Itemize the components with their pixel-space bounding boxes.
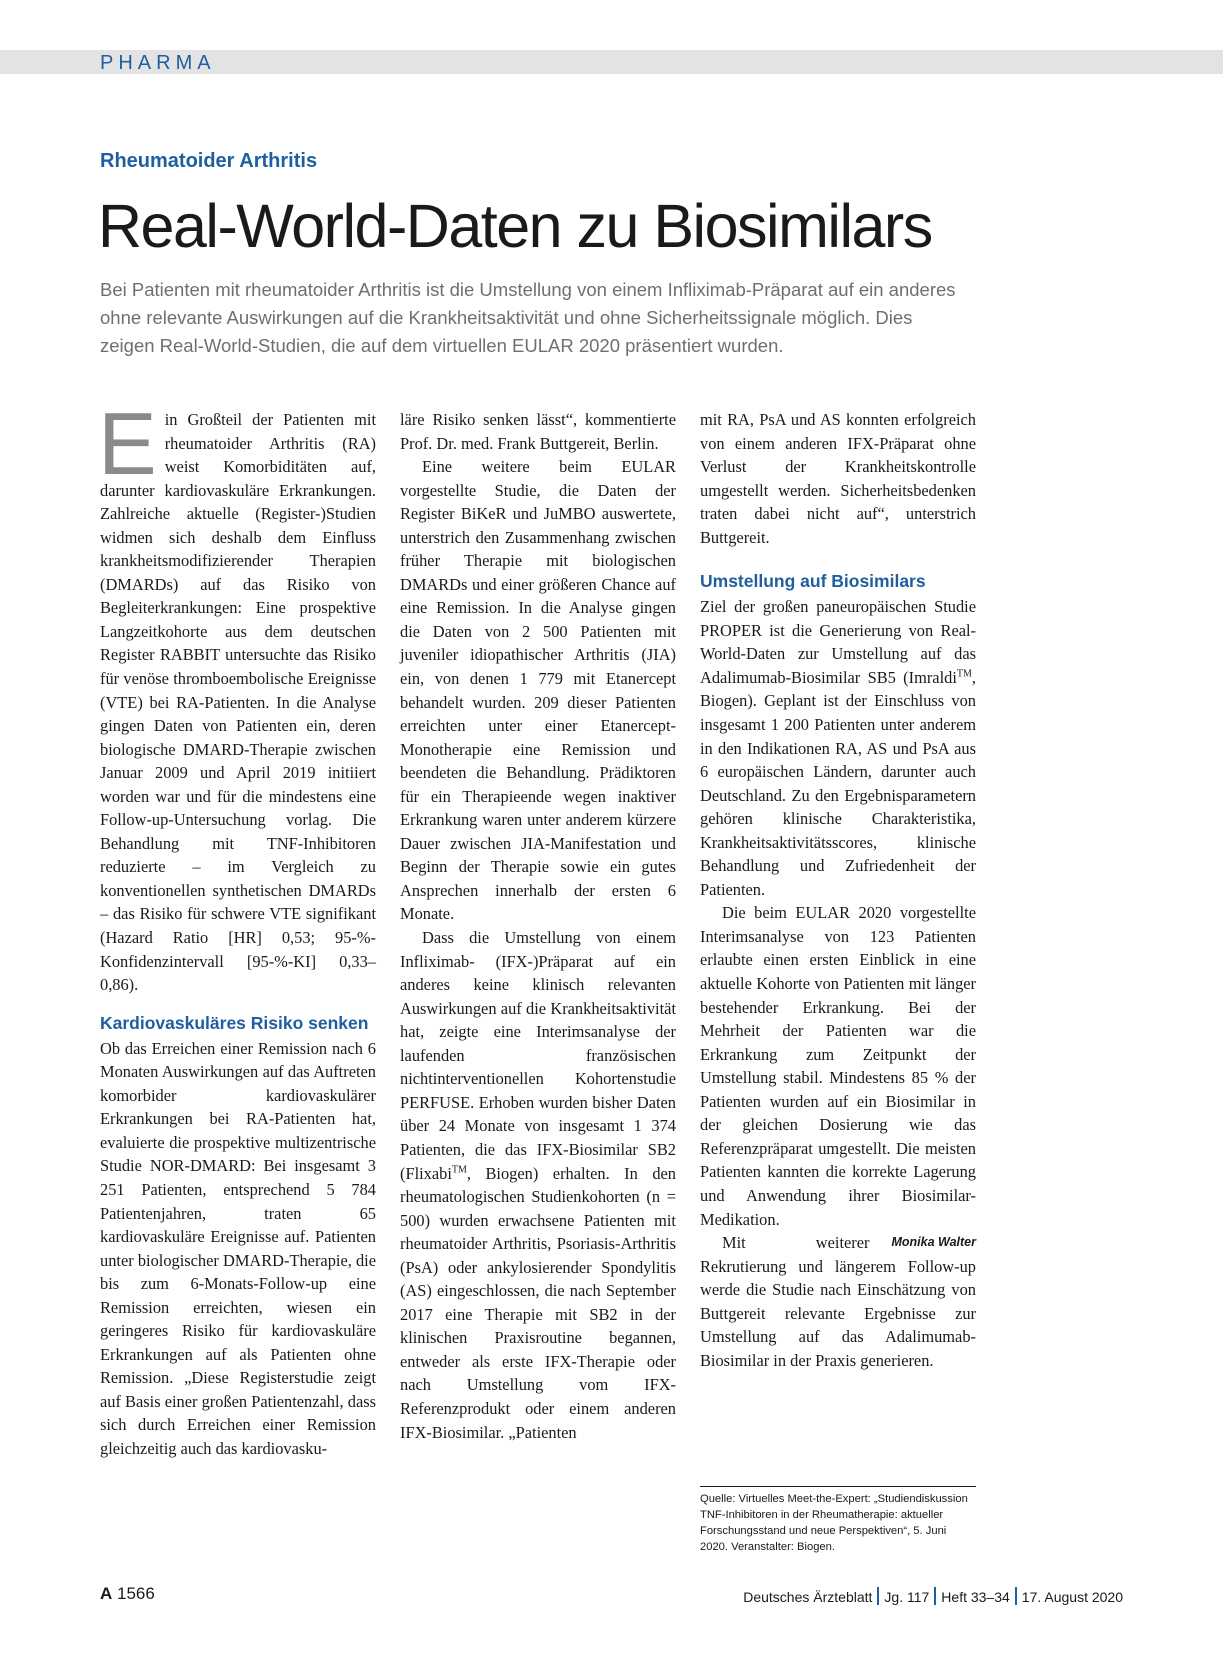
issue-date: 17. August 2020 (1021, 1589, 1123, 1605)
column-3 (700, 408, 976, 1372)
page-prefix: A (100, 1584, 113, 1603)
subheading: Umstellung auf Biosimilars (700, 571, 926, 592)
divider (877, 1587, 879, 1605)
paragraph-text: , Biogen) erhalten. In den rheumatologischen Studienkohorten (n = 500) wurden erwachsene Patienten mit rheumatoider Arthritis, Psoriasis-Arthritis (PsA) oder ankylosierender Spondylitis (AS) eingeschlossen, die nach September 2017 eine Therapie mit SB2 in der klinischen Praxisroutine begannen, entweder als erste IFX-Therapie oder nach Umstellung vom IFX-Referenzprodukt oder einem anderen IFX-Biosimilar. „Patienten (400, 1163, 676, 1442)
paragraph (700, 1231, 976, 1372)
drop-cap: E (98, 394, 157, 493)
paragraph: Ob das Erreichen einer Remission nach 6 Monaten Auswirkungen auf das Auftreten komorbider kardiovaskulärer Erkrankungen bei RA-Patienten hat, evaluierte die prospektive multizentrische Studie NOR-DMARD: Bei insgesamt 3 251 Patienten, entsprechend 5 784 Patientenjahren, traten 65 kardiovaskuläre Ereignisse auf. Patienten unter biologischer DMARD-Therapie, die bis zum 6-Monats-Follow-up eine Remission erreichten, wiesen ein geringeres Risiko für kardiovaskuläre Erkrankungen auf als Patienten ohne Remission. „Diese Registerstudie zeigt auf Basis einer großen Patientenzahl, dass sich durch Erreichen einer Remission gleichzeitig auch das kardiovasku- (100, 1038, 376, 1458)
journal-name: Deutsches Ärzteblatt (743, 1589, 873, 1605)
paragraph: läre Risiko senken lässt“, kommentierte Prof. Dr. med. Frank Buttgereit, Berlin. (400, 410, 676, 453)
paragraph: Eine weitere beim EULAR vorgestellte Studie, die Daten der Register BiKeR und JuMBO auswertete, unterstrich den Zusammenhang zwischen früher Therapie mit biologischen DMARDs und einer größeren Chance auf eine Remission. In die Analyse gingen die Daten von 2 500 Patienten mit juveniler idiopathischer Arthritis (JIA) ein, von denen 1 779 mit Etanercept behandelt wurden. 209 dieser Patienten erreichten unter einer Etanercept-Monotherapie eine Remission und beendeten die Behandlung. Prädiktoren für ein Therapieende wegen inaktiver Erkrankung waren unter anderem kürzere Dauer zwischen JIA-Manifestation und Beginn der Therapie sowie ein gutes Ansprechen innerhalb der ersten 6 Monate. (400, 457, 676, 924)
page-number-value: 1566 (117, 1584, 155, 1603)
issue: Heft 33–34 (941, 1589, 1010, 1605)
column-2 (400, 408, 676, 1444)
paragraph-text: Ziel der großen paneuropäischen Studie PROPER ist die Generierung von Real-World-Daten zur Umstellung auf das Adalimumab-Biosimilar SB5 (Imraldi (700, 597, 976, 687)
section-label: PHARMA (100, 52, 216, 74)
paragraph-text: Mit weiterer Rekrutierung und längerem Follow-up werde die Studie nach Einschätzung von Buttgereit relevante Ergebnisse zur Umstellung auf das Adalimumab-Biosimilar in der Praxis generieren. (700, 1233, 976, 1370)
page-number (100, 1583, 155, 1605)
volume: Jg. 117 (884, 1589, 930, 1605)
subheading: Kardiovaskuläres Risiko senken (100, 1012, 369, 1033)
column-1 (98, 394, 376, 1461)
article-lead: Bei Patienten mit rheumatoider Arthritis ist die Umstellung von einem Infliximab-Präparat auf ein anderes ohne relevante Auswirkungen auf die Krankheitsaktivität und ohne Sicherheitssignale möglich. Dies zeigen Real-World-Studien, die auf dem virtuellen EULAR 2020 präsentiert wurden. (100, 279, 956, 356)
paragraph: Die beim EULAR 2020 vorgestellte Interimsanalyse von 123 Patienten erlaubte einen ersten Einblick in eine aktuelle Kohorte von Patienten mit länger bestehender Erkrankung. Bei der Mehrheit der Patienten war die Erkrankung zum Zeitpunkt der Umstellung stabil. Mindestens 85 % der Patienten wurden auf ein Biosimilar in der gleichen Dosierung wie das Referenzpräparat umgestellt. Die meisten Patienten kannten die korrekte Lagerung und Anwendung ihrer Biosimilar-Medikation. (700, 903, 976, 1229)
paragraph-text: , Biogen). Geplant ist der Einschluss von insgesamt 1 200 Patienten unter anderem in den Indikationen RA, AS und PsA aus 6 europäischen Ländern, darunter auch Deutschland. Zu den Ergebnisparametern gehören klinische Charakteristika, Krankheitsaktivitätsscores, klinische Behandlung und Zufriedenheit der Patienten. (700, 667, 976, 899)
paragraph (400, 926, 676, 1444)
trademark-sign: TM (956, 668, 972, 680)
article-headline: Real-World-Daten zu Biosimilars (98, 192, 932, 260)
paragraph: mit RA, PsA und AS konnten erfolgreich von einem anderen IFX-Präparat ohne Verlust der Krankheitskontrolle umgestellt werden. Sicherheitsbedenken traten dabei nicht auf“, unterstrich Buttgereit. (700, 410, 976, 547)
source-note: Quelle: Virtuelles Meet-the-Expert: „Studiendiskussion TNF-Inhibitoren in der Rheumatherapie: aktueller Forschungsstand und neue Perspektiven“, 5. Juni 2020. Veranstalter: Biogen. (700, 1486, 976, 1555)
divider (934, 1587, 936, 1605)
paragraph-text: Dass die Umstellung von einem Infliximab- (IFX-)Präparat auf ein anderes keine klinisch relevanten Auswirkungen auf die Krankheitsaktivität hat, zeigte eine Interimsanalyse der laufenden französischen nichtinterventionellen Kohortenstudie PERFUSE. Erhoben wurden bisher Daten über 24 Monate von insgesamt 1 374 Patienten, die das IFX-Biosimilar SB2 (Flixabi (400, 928, 676, 1183)
paragraph (700, 595, 976, 901)
trademark-sign: TM (451, 1164, 467, 1176)
divider (1015, 1587, 1017, 1605)
article-kicker: Rheumatoider Arthritis (100, 150, 318, 172)
footer-citation (743, 1587, 1123, 1607)
paragraph: in Großteil der Patienten mit rheumatoider Arthritis (RA) weist Komorbiditäten auf, darunter kardiovaskuläre Erkrankungen. Zahlreiche aktuelle (Register-)Studien widmen sich deshalb dem Einfluss krankheitsmodifizierender Therapien (DMARDs) auf das Risiko von Begleiterkrankungen: Eine prospektive Langzeitkohorte aus dem deutschen Register RABBIT untersuchte das Risiko für venöse thromboembolische Ereignisse (VTE) bei RA-Patienten. In die Analyse gingen Daten von Patienten ein, deren biologische DMARD-Therapie zwischen Januar 2009 und April 2019 initiiert worden war und für die mindestens eine Follow-up-Untersuchung vorlag. Die Behandlung mit TNF-Inhibitoren reduzierte – im Vergleich zu konventionellen synthetischen DMARDs – das Risiko für schwere VTE signifikant (Hazard Ratio [HR] 0,53; 95-%-Konfidenzintervall [95-%-KI] 0,33–0,86). (100, 410, 376, 995)
author-name: Monika Walter (891, 1235, 976, 1250)
